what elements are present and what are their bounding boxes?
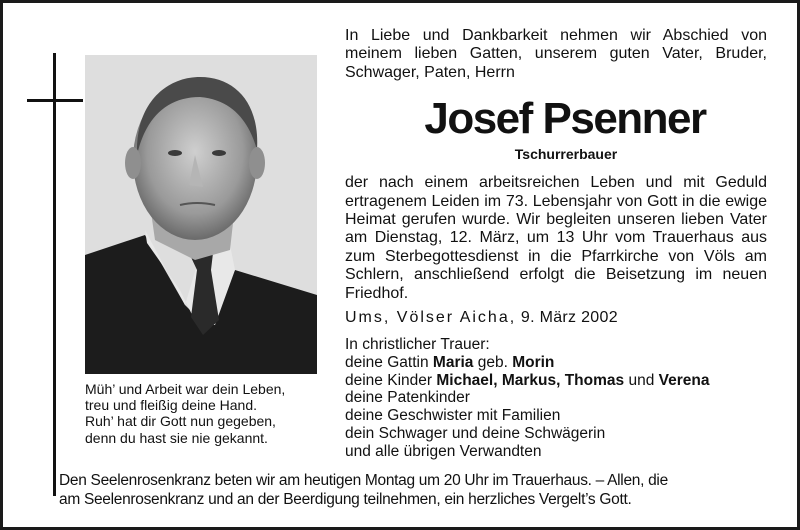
date: 9. März 2002 <box>520 309 618 327</box>
mourners-list <box>345 336 767 461</box>
cross-icon-bar <box>27 99 83 102</box>
portrait-photo <box>85 55 317 374</box>
memorial-poem <box>85 381 325 446</box>
mourner-wife <box>345 354 767 372</box>
deceased-name: Josef Psenner <box>424 94 706 144</box>
maiden-name: Morin <box>512 353 555 371</box>
mourner-children <box>345 372 767 390</box>
nee-label: geb. <box>477 353 508 371</box>
house-name: Tschurrerbauer <box>514 146 618 163</box>
intro-text: In Liebe und Dankbarkeit nehmen wir Abschied von meinem lieben Gatten, unserem guten Vater, Bruder, Schwager, Paten, Herrn <box>345 27 767 81</box>
poem-line: treu und fleißig deine Hand. <box>85 397 257 414</box>
wife-name: Maria <box>432 353 474 371</box>
portrait-illustration <box>85 55 317 374</box>
place: Ums, Völser Aicha, <box>345 309 517 327</box>
child-name-last: Verena <box>658 371 710 389</box>
footer-line: am Seelenrosenkranz und an der Beerdigung teilnehmen, ein herzliches Vergelt’s Gott. <box>59 491 632 508</box>
children-names: Michael, Markus, Thomas <box>436 371 625 389</box>
poem-line: Müh’ und Arbeit war dein Leben, <box>85 381 286 397</box>
conjunction: und <box>628 371 655 389</box>
mourner-line: dein Schwager und deine Schwägerin <box>345 425 606 443</box>
mourner-line: und alle übrigen Verwandten <box>345 442 542 460</box>
body-text: der nach einem arbeitsreichen Leben und mit Geduld ertragenem Leiden im 73. Lebensjahr von Gott in die ewige Heimat gerufen wurde. Wir begleiten unseren lieben Vater am Dienstag, 12. März, um 13 Uhr vom Trauerhaus aus zum Sterbegottesdienst in die Pfarrkirche von Völs am Schlern, anschließend erfolgt die Beisetzung im neuen Friedhof. <box>345 174 767 302</box>
cross-icon <box>53 53 56 496</box>
mourners-heading: In christlicher Trauer: <box>345 336 490 354</box>
poem-line: denn du hast sie nie gekannt. <box>85 429 268 446</box>
mourner-prefix: deine Kinder <box>345 371 433 389</box>
poem-line: Ruh’ hat dir Gott nun gegeben, <box>85 413 276 430</box>
place-date <box>345 309 767 327</box>
mourner-line: deine Patenkinder <box>345 389 470 407</box>
notice-text-column <box>345 27 767 461</box>
rosary-notice <box>59 471 779 509</box>
footer-line: Den Seelenrosenkranz beten wir am heutigen Montag um 20 Uhr im Trauerhaus. – Allen, die <box>59 472 668 489</box>
mourner-line: deine Geschwister mit Familien <box>345 407 561 425</box>
mourner-prefix: deine Gattin <box>345 353 429 371</box>
